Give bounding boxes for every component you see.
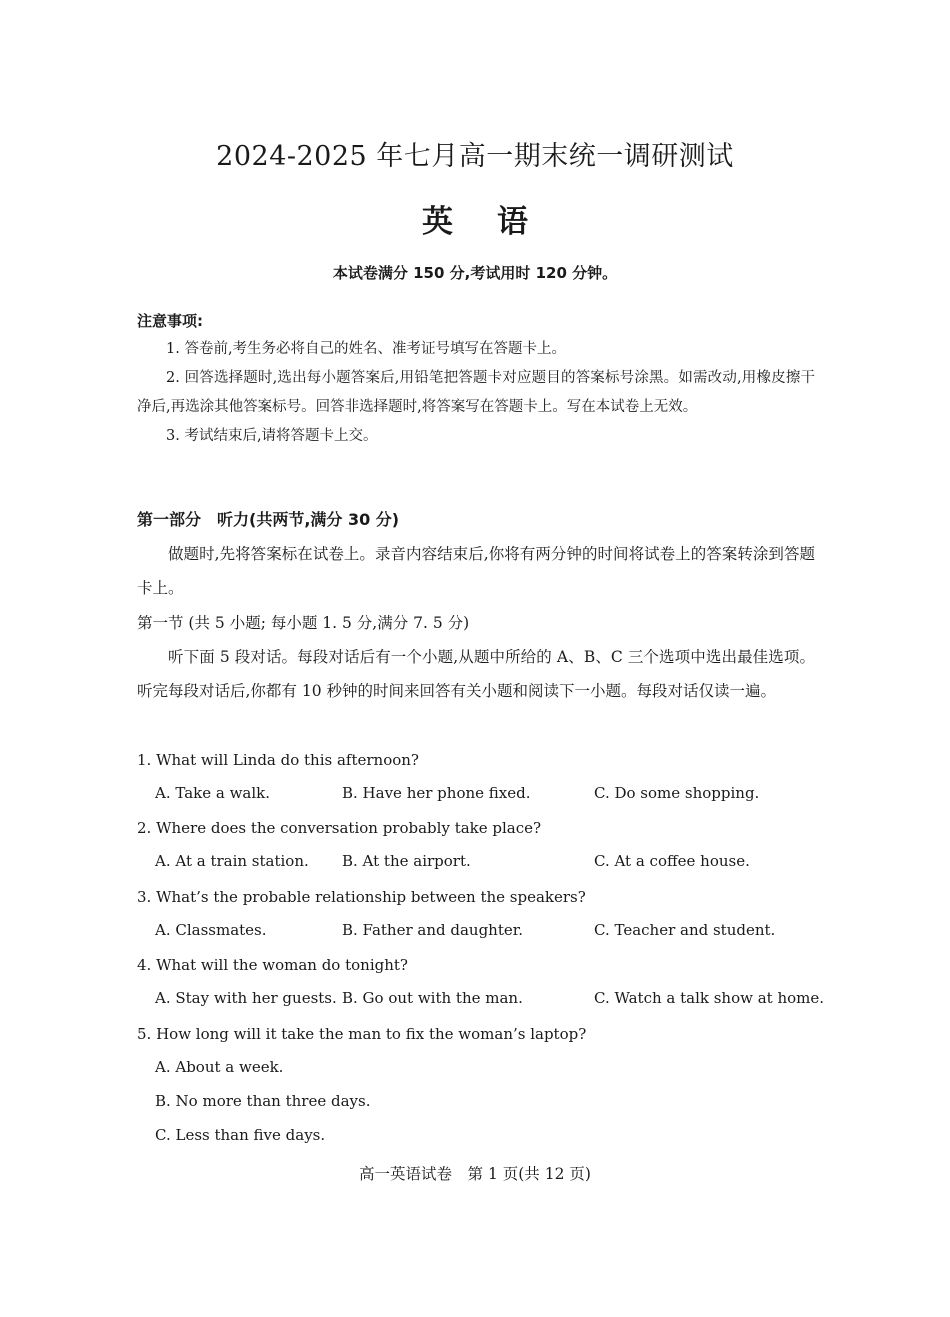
option-c: C. At a coffee house. (594, 852, 750, 870)
option-b: B. Have her phone fixed. (342, 784, 531, 802)
question-options (155, 921, 855, 941)
option-b: B. Go out with the man. (342, 989, 523, 1007)
notice-list (137, 335, 815, 451)
question-stem: 3. What’s the probable relationship between the speakers? (137, 888, 586, 906)
subject-char-1: 英 (422, 204, 453, 240)
option-a: A. Take a walk. (155, 784, 271, 802)
notice-item: 3. 考试结束后,请将答题卡上交。 (166, 428, 378, 444)
question-stem: 2. Where does the conversation probably take place? (137, 819, 542, 837)
question-options (155, 784, 855, 804)
option-b: B. Father and daughter. (342, 921, 524, 939)
page-footer: 高一英语试卷 第 1 页(共 12 页) (359, 1165, 591, 1183)
option-c: C. Watch a talk show at home. (594, 989, 825, 1007)
subject-char-2: 语 (497, 204, 528, 240)
question-stem: 5. How long will it take the man to fix the woman’s laptop? (137, 1025, 587, 1043)
question-options (155, 989, 855, 1009)
exam-info: 本试卷满分 150 分,考试用时 120 分钟。 (332, 264, 618, 282)
option-c: C. Do some shopping. (594, 784, 760, 802)
part1-intro: 做题时,先将答案标在试卷上。录音内容结束后,你将有两分钟的时间将试卷上的答案转涂到答题卡上。 (137, 545, 815, 597)
notice-heading: 注意事项: (137, 312, 203, 330)
option-a: A. Classmates. (155, 921, 267, 939)
option-c: C. Less than five days. (155, 1126, 326, 1144)
option-a: A. At a train station. (155, 852, 309, 870)
question-stem: 1. What will Linda do this afternoon? (137, 751, 419, 769)
subject-title (0, 196, 950, 241)
notice-item: 1. 答卷前,考生务必将自己的姓名、准考证号填写在答题卡上。 (166, 341, 567, 357)
notice-item: 2. 回答选择题时,选出每小题答案后,用铅笔把答题卡对应题目的答案标号涂黑。如需改动,用橡皮擦干净后,再选涂其他答案标号。回答非选择题时,将答案写在答题卡上。写在本试卷上无效。 (137, 370, 815, 415)
option-b: B. No more than three days. (155, 1092, 371, 1110)
option-c: C. Teacher and student. (594, 921, 776, 939)
section1-intro: 听下面 5 段对话。每段对话后有一个小题,从题中所给的 A、B、C 三个选项中选出最佳选项。听完每段对话后,你都有 10 秒钟的时间来回答有关小题和阅读下一小题。每段对话仅读一遍。 (137, 648, 815, 700)
section1-heading: 第一节 (共 5 小题; 每小题 1. 5 分,满分 7. 5 分) (137, 614, 470, 632)
option-a: A. Stay with her guests. (155, 989, 337, 1007)
option-a: A. About a week. (155, 1058, 284, 1076)
option-b: B. At the airport. (342, 852, 471, 870)
question-stem: 4. What will the woman do tonight? (137, 956, 408, 974)
exam-title: 2024-2025 年七月高一期末统一调研测试 (216, 141, 734, 172)
question-options (155, 852, 855, 872)
part1-heading: 第一部分 听力(共两节,满分 30 分) (137, 510, 400, 529)
